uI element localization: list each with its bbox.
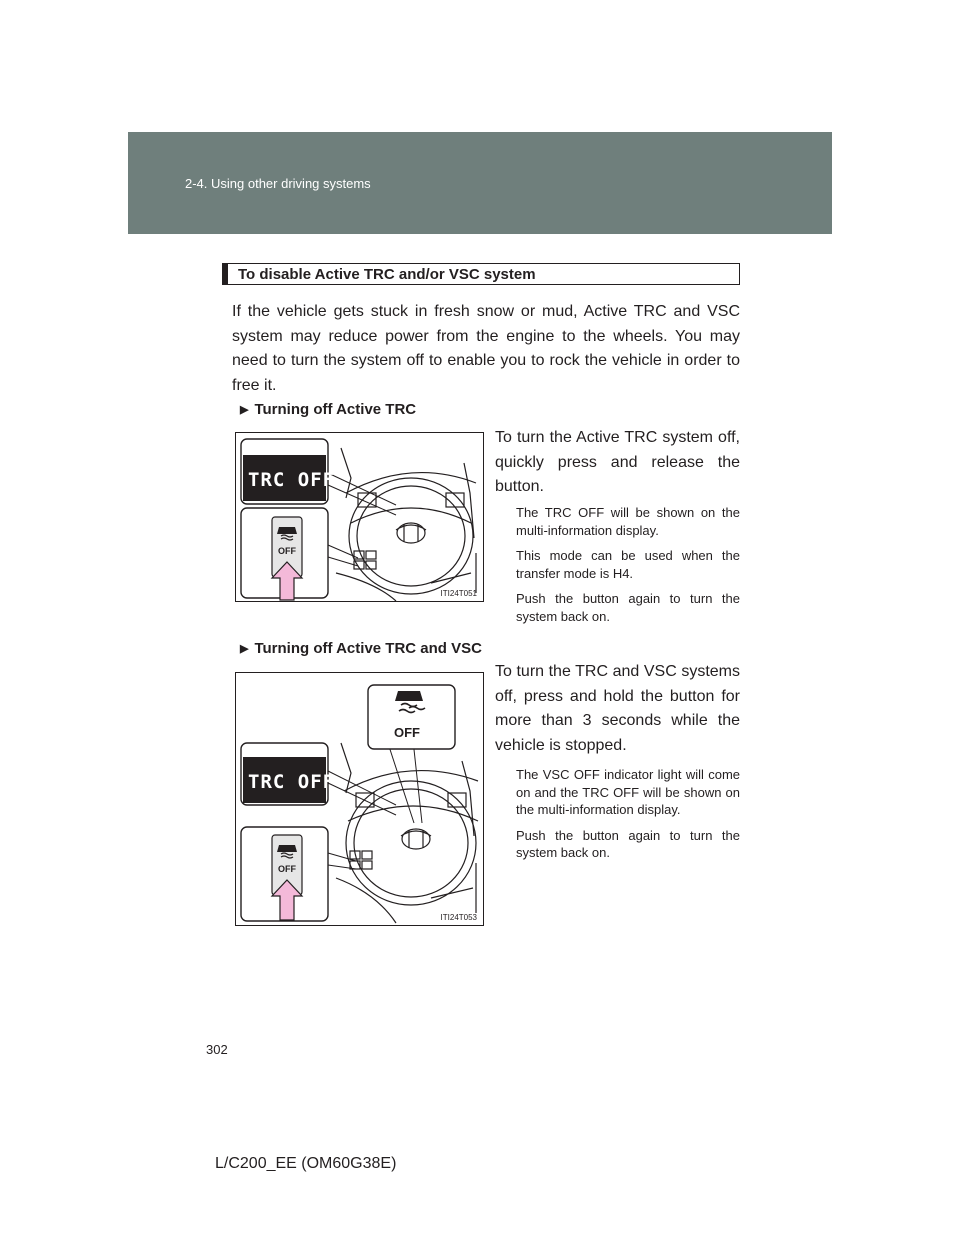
subheading-trc-off — [240, 401, 416, 418]
triangle-bullet-icon: ▶ — [240, 643, 249, 655]
description-trc-off: To turn the Active TRC system off, quickly press and release the button. — [495, 429, 740, 495]
figure-trc-vsc-off — [235, 672, 484, 926]
triangle-bullet-icon: ▶ — [240, 404, 249, 416]
section-label: 2-4. Using other driving systems — [185, 176, 371, 191]
figure-code: ITI24T051 — [440, 589, 477, 598]
subheading-text: Turning off Active TRC — [254, 401, 417, 418]
subheading-trc-vsc-off — [240, 640, 482, 657]
note-item: This mode can be used when the transfer mode is H4. — [516, 548, 740, 581]
note-item: Push the button again to turn the system back on. — [516, 591, 740, 624]
button-label: OFF — [278, 546, 296, 556]
note-item: The VSC OFF indicator light will come on and the TRC OFF will be shown on the multi-information display. — [516, 767, 740, 817]
figure-trc-off — [235, 432, 484, 602]
indicator-label: OFF — [394, 725, 420, 740]
note-item: Push the button again to turn the system back on. — [516, 827, 740, 860]
intro-paragraph: If the vehicle gets stuck in fresh snow or mud, Active TRC and VSC system may reduce power from the engine to the wheels. You may need to turn the system off to enable you to rock the vehicle in order to free it. — [232, 303, 740, 394]
notes-trc-vsc-off — [516, 766, 740, 870]
subheading-text: Turning off Active TRC and VSC — [254, 640, 482, 657]
figure-code: ITI24T053 — [440, 913, 477, 922]
button-label: OFF — [278, 864, 296, 874]
footer-code: L/C200_EE (OM60G38E) — [215, 1155, 397, 1172]
section-heading — [222, 263, 740, 285]
note-item: The TRC OFF will be shown on the multi-information display. — [516, 505, 740, 538]
description-trc-vsc-off: To turn the TRC and VSC systems off, press and hold the button for more than 3 seconds while the vehicle is stopped. — [495, 663, 740, 754]
display-text: TRC OFF — [248, 771, 336, 793]
display-text: TRC OFF — [248, 469, 336, 491]
page-number: 302 — [206, 1042, 228, 1057]
notes-trc-off — [516, 504, 740, 633]
section-heading-text: To disable Active TRC and/or VSC system — [238, 266, 536, 283]
